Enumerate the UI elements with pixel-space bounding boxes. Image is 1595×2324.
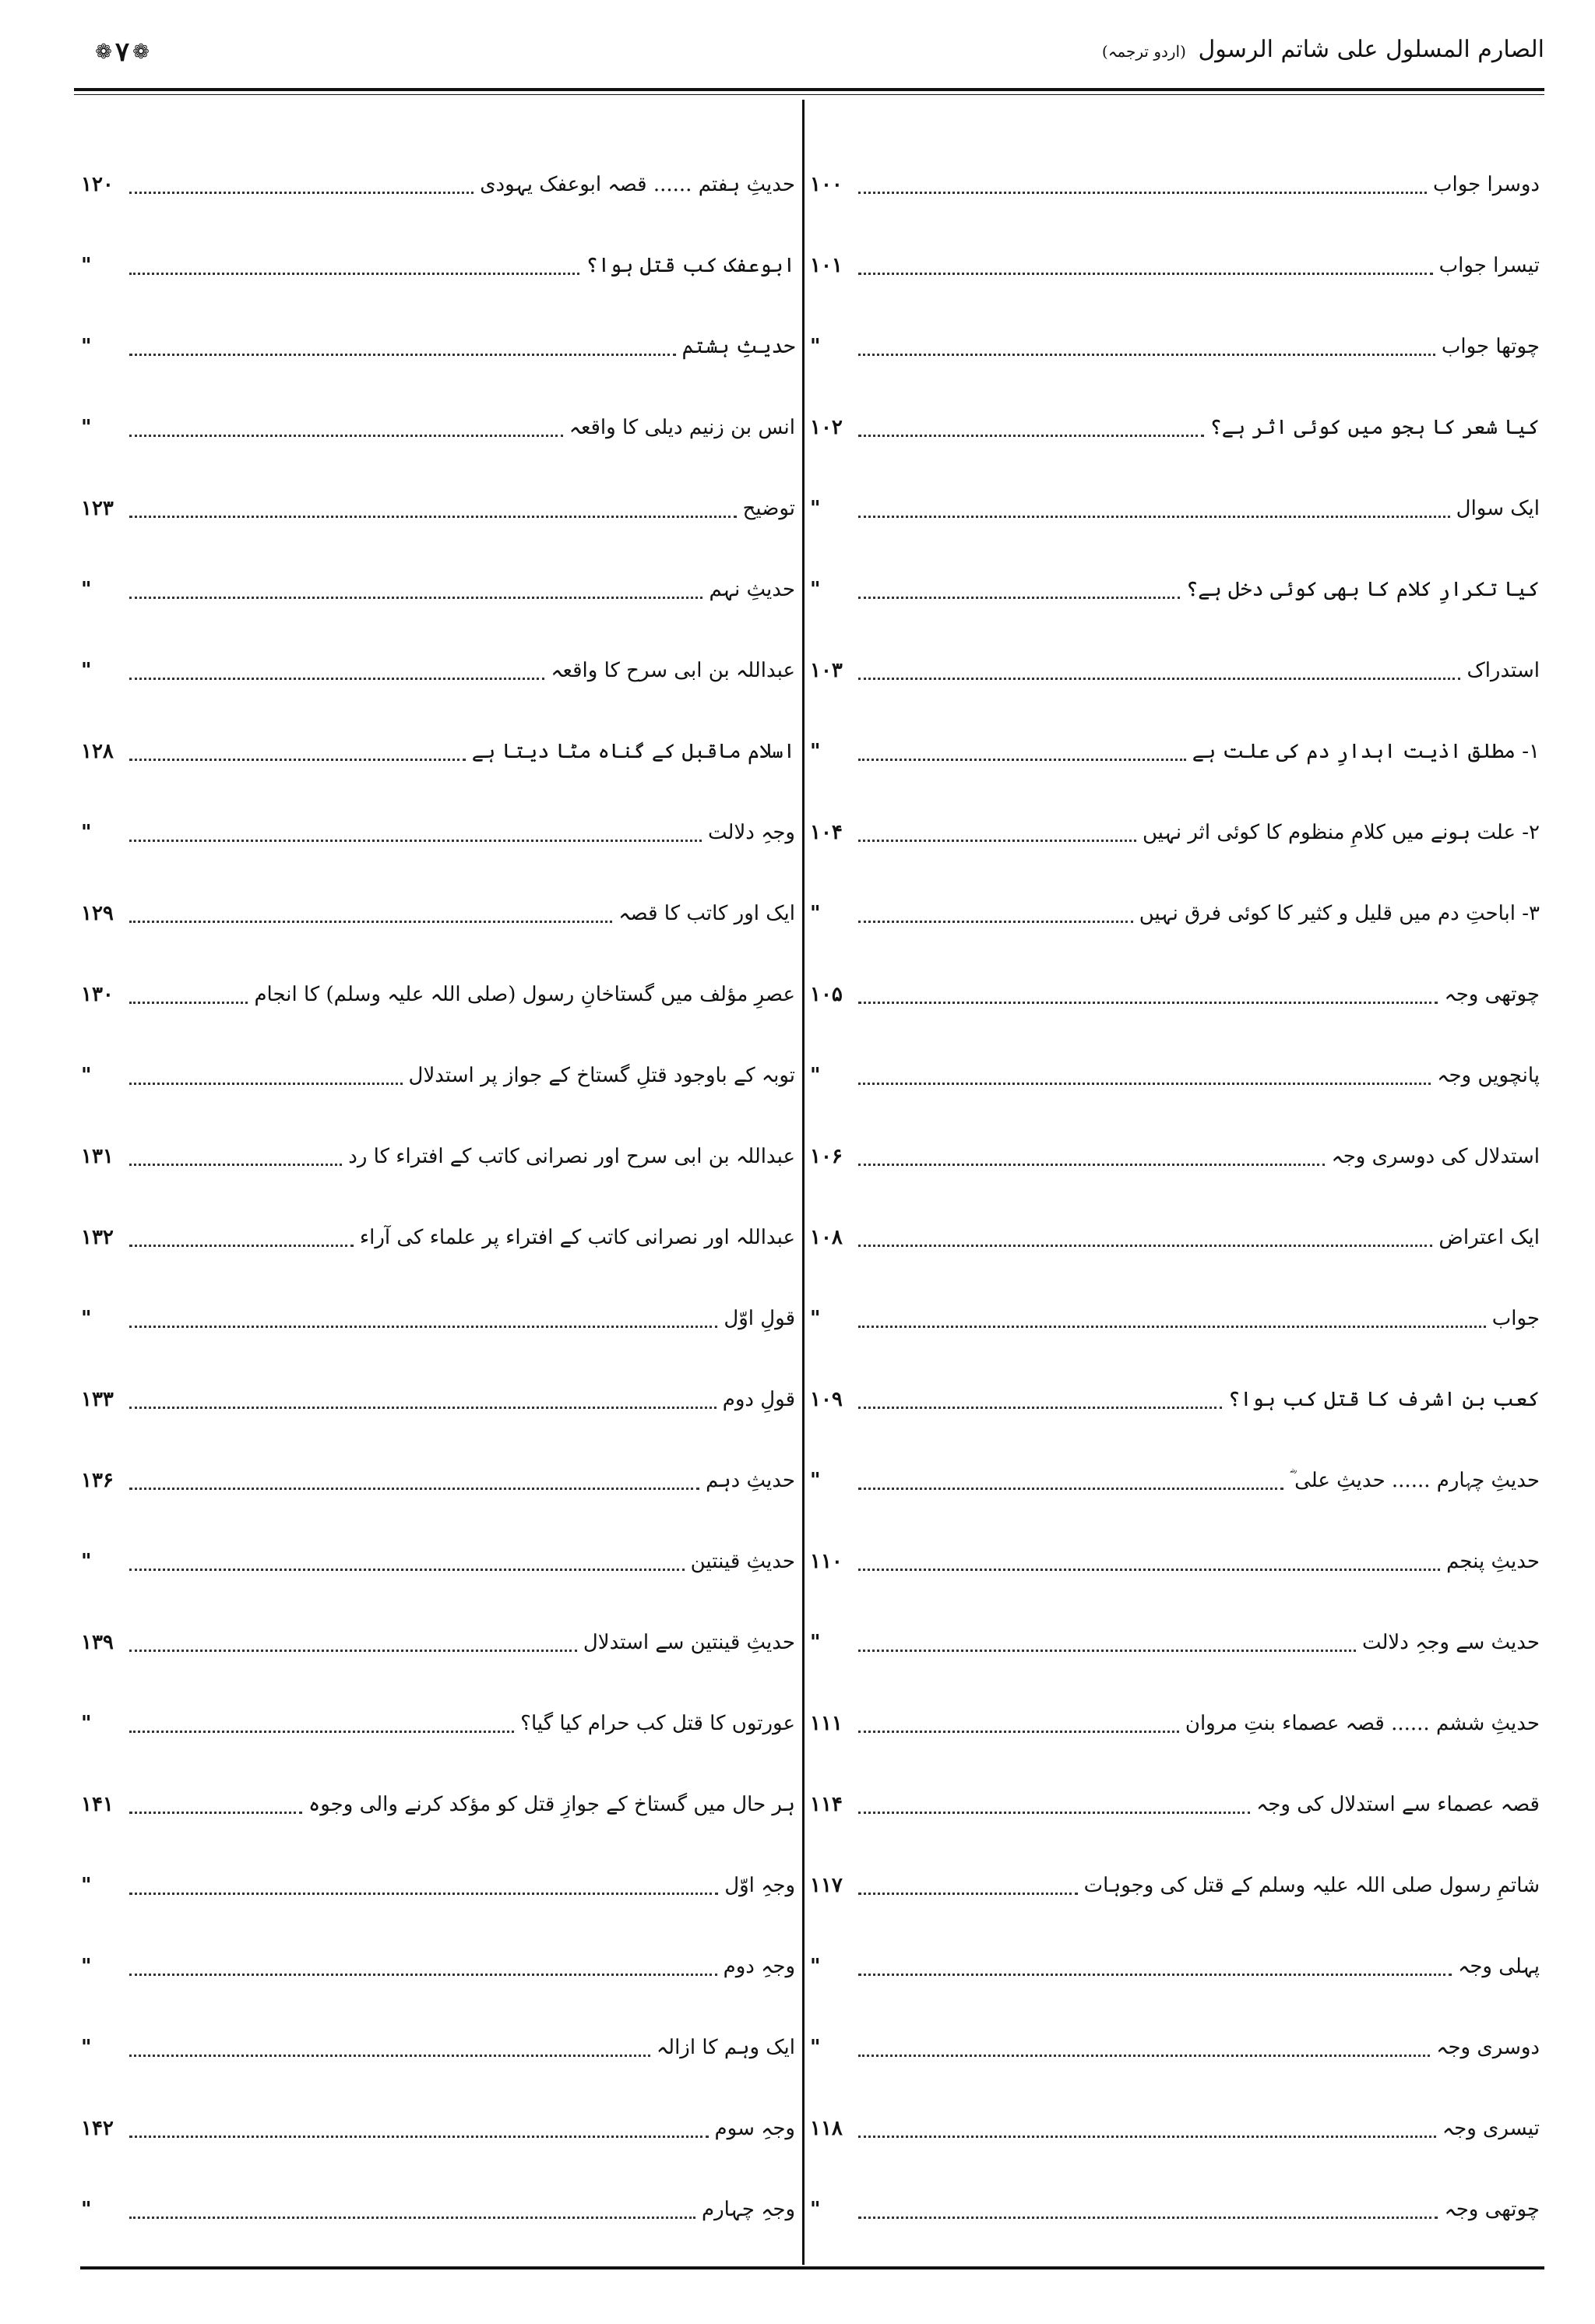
toc-entry <box>76 873 800 954</box>
toc-dot-leader <box>858 1245 1432 1247</box>
toc-entry-title: حدیثِ نہم <box>709 578 795 601</box>
toc-entry-title: پانچویں وجہ <box>1437 1064 1540 1087</box>
toc-dot-leader <box>858 1326 1486 1328</box>
toc-entry <box>76 1440 800 1521</box>
toc-dot-leader <box>858 354 1435 356</box>
toc-entry-title: عبداللہ اور نصرانی کاتب کے افتراء پر علماء کی آراء <box>359 1226 795 1249</box>
toc-entry <box>805 1197 1544 1278</box>
toc-entry-page: " <box>81 335 92 358</box>
toc-entry <box>805 1683 1544 1764</box>
toc-entry <box>805 630 1544 711</box>
toc-entry <box>76 1845 800 1926</box>
toc-entry <box>805 225 1544 306</box>
toc-entry <box>76 387 800 468</box>
toc-entry-page: ۱۱۰ <box>810 1550 843 1573</box>
toc-dot-leader <box>858 1893 1078 1895</box>
toc-dot-leader <box>129 2136 709 2138</box>
toc-dot-leader <box>129 840 702 842</box>
toc-entry-title: انس بن زنیم دیلی کا واقعہ <box>569 416 795 439</box>
toc-entry-title: قصہ عصماء سے استدلال کی وجہ <box>1256 1793 1540 1816</box>
ornament-left-icon: ❁ <box>95 40 112 64</box>
toc-entry-title: کیا شعر کا ہجو میں کوئی اثر ہے؟ <box>1209 416 1540 439</box>
toc-entry <box>76 549 800 630</box>
toc-entry-page: ۱۰۶ <box>810 1145 843 1168</box>
toc-entry-page: " <box>81 1874 92 1897</box>
toc-entry <box>805 1116 1544 1197</box>
toc-dot-leader <box>858 2217 1438 2219</box>
toc-entry-page: ۱۰۵ <box>810 983 843 1006</box>
toc-dot-leader <box>858 1002 1438 1004</box>
toc-dot-leader <box>129 2055 650 2057</box>
toc-entry <box>805 549 1544 630</box>
toc-entry-title: چوتھی وجہ <box>1444 2198 1540 2221</box>
toc-entry <box>76 2088 800 2169</box>
toc-entry-title: وجہِ دلالت <box>708 821 795 844</box>
toc-entry-title: وجہِ دوم <box>723 1955 795 1978</box>
toc-entry-title: ایک اور کاتب کا قصہ <box>618 902 795 925</box>
toc-entry-page: ۱۳۰ <box>81 983 114 1006</box>
toc-dot-leader <box>858 678 1460 680</box>
toc-entry <box>76 1359 800 1440</box>
toc-entry-title: تیسری وجہ <box>1442 2117 1540 2140</box>
toc-entry-title: کعب بن اشرف کا قتل کب ہوا؟ <box>1228 1388 1540 1411</box>
toc-entry-page: ۱۰۴ <box>810 821 843 844</box>
toc-left-column <box>76 144 800 2250</box>
toc-entry-title: تیسرا جواب <box>1438 254 1540 277</box>
toc-entry-title: ایک سوال <box>1456 497 1540 520</box>
toc-entry-page: ۱۱۴ <box>810 1793 843 1816</box>
toc-entry-page: ۱۴۱ <box>81 1793 114 1816</box>
toc-entry-page: " <box>81 416 92 439</box>
toc-dot-leader <box>129 1974 717 1976</box>
toc-entry <box>76 225 800 306</box>
toc-entry-page: ۱۰۸ <box>810 1226 843 1249</box>
toc-entry <box>805 1926 1544 2007</box>
toc-entry-page: " <box>810 335 821 358</box>
toc-entry-title: ۲- علت ہونے میں کلامِ منظوم کا کوئی اثر نہیں <box>1142 821 1540 844</box>
toc-entry-page: " <box>810 1955 821 1978</box>
header-rule <box>74 88 1544 91</box>
toc-dot-leader <box>858 1812 1250 1814</box>
toc-dot-leader <box>858 759 1186 761</box>
footer-rule <box>80 2266 1544 2269</box>
book-title <box>1102 34 1544 67</box>
toc-dot-leader <box>858 1488 1283 1490</box>
toc-entry-title: وجہِ چہارم <box>701 2198 795 2221</box>
page-number: ۷ <box>114 37 130 68</box>
toc-entry <box>76 792 800 873</box>
toc-entry-page: " <box>81 1064 92 1087</box>
toc-dot-leader <box>858 1569 1440 1571</box>
toc-dot-leader <box>129 1650 577 1652</box>
toc-entry-page: " <box>81 1955 92 1978</box>
toc-entry <box>76 1683 800 1764</box>
toc-entry-title: ابوعفک کب قتل ہوا؟ <box>586 254 795 277</box>
toc-entry-page: ۱۱۸ <box>810 2117 843 2140</box>
toc-dot-leader <box>129 1569 685 1571</box>
toc-entry <box>805 1845 1544 1926</box>
toc-entry <box>76 2007 800 2088</box>
toc-dot-leader <box>858 921 1133 923</box>
toc-entry-page: ۱۲۹ <box>81 902 114 925</box>
toc-entry-title: عورتوں کا قتل کب حرام کیا گیا؟ <box>520 1712 795 1735</box>
toc-dot-leader <box>858 1407 1222 1409</box>
toc-entry <box>76 954 800 1035</box>
toc-dot-leader <box>129 1164 342 1166</box>
toc-entry-title: دوسرا جواب <box>1433 173 1540 196</box>
toc-entry <box>76 1764 800 1845</box>
toc-entry-title: ایک وہم کا ازالہ <box>656 2036 795 2059</box>
toc-entry-title: ۱- مطلق اذیت اہدارِ دم کی علت ہے <box>1192 740 1540 763</box>
toc-dot-leader <box>129 1812 302 1814</box>
toc-entry-page: " <box>810 1469 821 1492</box>
toc-dot-leader <box>129 1326 717 1328</box>
toc-entry <box>76 1035 800 1116</box>
toc-entry-page: ۱۲۸ <box>81 740 114 763</box>
toc-dot-leader <box>129 1407 717 1409</box>
toc-dot-leader <box>858 1650 1356 1652</box>
toc-dot-leader <box>129 2217 695 2219</box>
toc-dot-leader <box>129 1083 403 1085</box>
toc-entry-page: ۱۰۰ <box>810 173 843 196</box>
toc-entry-title: قولِ دوم <box>722 1388 795 1411</box>
toc-entry <box>76 2169 800 2250</box>
toc-dot-leader <box>858 192 1427 194</box>
toc-entry-page: " <box>81 254 92 277</box>
toc-entry-title: حدیثِ قینتین <box>690 1550 795 1573</box>
toc-entry-page: ۱۳۶ <box>81 1469 114 1492</box>
toc-entry-page: " <box>810 2198 821 2221</box>
toc-entry-page: " <box>810 2036 821 2059</box>
toc-entry-title: عصرِ مؤلف میں گستاخانِ رسول (صلی اللہ علیہ وسلم) کا انجام <box>254 983 795 1006</box>
toc-entry-page: " <box>81 2198 92 2221</box>
book-subtitle: (اردو ترجمہ) <box>1101 42 1186 61</box>
toc-dot-leader <box>858 435 1204 437</box>
toc-entry-title: حدیثِ چہارم ...... حدیثِ علی ؓ <box>1289 1469 1540 1492</box>
toc-entry-page: " <box>810 1631 821 1654</box>
toc-entry <box>805 306 1544 387</box>
toc-entry <box>76 630 800 711</box>
toc-entry <box>76 1521 800 1602</box>
toc-entry <box>805 873 1544 954</box>
toc-entry <box>805 2088 1544 2169</box>
toc-dot-leader <box>129 354 676 356</box>
toc-entry-page: ۱۳۳ <box>81 1388 114 1411</box>
toc-entry-page: " <box>810 740 821 763</box>
toc-dot-leader <box>129 273 579 275</box>
toc-entry-page: " <box>810 1064 821 1087</box>
toc-entry <box>805 1521 1544 1602</box>
toc-entry <box>805 2169 1544 2250</box>
toc-entry-page: ۱۰۹ <box>810 1388 843 1411</box>
toc-entry-title: وجہِ اوّل <box>724 1874 795 1897</box>
toc-entry-page: " <box>810 497 821 520</box>
toc-entry-title: حدیثِ ہشتم <box>681 335 795 358</box>
toc-dot-leader <box>858 273 1433 275</box>
toc-dot-leader <box>858 1164 1325 1166</box>
toc-dot-leader <box>858 516 1450 518</box>
toc-entry-page: ۱۱۷ <box>810 1874 843 1897</box>
toc-entry-title: عبداللہ بن ابی سرح کا واقعہ <box>551 659 795 682</box>
toc-entry-page: " <box>810 902 821 925</box>
toc-entry-page: " <box>81 821 92 844</box>
toc-entry-title: حدیثِ پنجم <box>1446 1550 1540 1573</box>
toc-entry-page: ۱۳۱ <box>81 1145 114 1168</box>
toc-entry <box>805 387 1544 468</box>
column-divider <box>802 100 805 2265</box>
toc-dot-leader <box>129 1002 248 1004</box>
toc-entry <box>76 306 800 387</box>
toc-dot-leader <box>129 516 737 518</box>
toc-dot-leader <box>129 1245 354 1247</box>
toc-entry <box>805 1278 1544 1359</box>
toc-dot-leader <box>858 840 1136 842</box>
toc-entry-title: ایک اعتراض <box>1438 1226 1540 1249</box>
toc-entry-page: " <box>81 1712 92 1735</box>
toc-entry <box>805 1359 1544 1440</box>
toc-dot-leader <box>129 759 466 761</box>
toc-entry-title: حدیثِ دہم <box>706 1469 795 1492</box>
toc-entry-title: حدیثِ ہفتم ...... قصہ ابوعفک یہودی <box>480 173 795 196</box>
toc-entry-page: " <box>810 1307 821 1330</box>
toc-dot-leader <box>129 678 544 680</box>
toc-entry-page: " <box>81 1307 92 1330</box>
toc-dot-leader <box>858 1974 1452 1976</box>
toc-entry <box>76 468 800 549</box>
toc-entry <box>805 711 1544 792</box>
page-number-ornament <box>74 30 171 75</box>
toc-entry-page: ۱۳۲ <box>81 1226 114 1249</box>
toc-entry-page: ۱۰۳ <box>810 659 843 682</box>
book-title-text: الصارم المسلول علی شاتم الرسول <box>1198 36 1544 63</box>
toc-dot-leader <box>129 1893 718 1895</box>
toc-entry <box>805 1440 1544 1521</box>
toc-entry-title: ۳- اباحتِ دم میں قلیل و کثیر کا کوئی فرق نہیں <box>1139 902 1540 925</box>
toc-entry-page: " <box>81 659 92 682</box>
toc-dot-leader <box>129 597 702 599</box>
toc-entry-page: ۱۰۲ <box>810 416 843 439</box>
toc-dot-leader <box>129 435 563 437</box>
toc-entry-page: ۱۲۰ <box>81 173 114 196</box>
toc-entry-title: چوتھی وجہ <box>1444 983 1540 1006</box>
toc-entry-page: " <box>81 2036 92 2059</box>
toc-entry <box>76 711 800 792</box>
toc-entry <box>76 1197 800 1278</box>
toc-entry <box>805 1602 1544 1683</box>
toc-entry-title: شاتمِ رسول صلی اللہ علیہ وسلم کے قتل کی وجوہات <box>1083 1874 1540 1897</box>
toc-dot-leader <box>858 1731 1179 1733</box>
toc-entry-title: جواب <box>1491 1307 1540 1330</box>
toc-entry <box>76 144 800 225</box>
toc-entry-title: کیا تکرارِ کلام کا بھی کوئی دخل ہے؟ <box>1186 578 1540 601</box>
toc-dot-leader <box>858 597 1180 599</box>
toc-dot-leader <box>129 921 612 923</box>
toc-entry <box>805 954 1544 1035</box>
toc-dot-leader <box>858 2055 1430 2057</box>
toc-entry <box>805 1035 1544 1116</box>
toc-entry-title: اسلام ماقبل کے گناہ مٹا دیتا ہے <box>471 740 795 763</box>
toc-entry-title: توبہ کے باوجود قتلِ گستاخ کے جواز پر استدلال <box>408 1064 795 1087</box>
toc-entry-page: ۱۱۱ <box>810 1712 843 1735</box>
toc-dot-leader <box>858 1083 1431 1085</box>
toc-right-column <box>805 144 1544 2250</box>
ornament-right-icon: ❁ <box>132 40 150 64</box>
toc-entry-title: پہلی وجہ <box>1458 1955 1540 1978</box>
toc-entry-title: قولِ اوّل <box>724 1307 795 1330</box>
page-header <box>74 28 1544 83</box>
toc-dot-leader <box>129 1731 514 1733</box>
toc-entry <box>805 468 1544 549</box>
toc-entry-title: حدیثِ قینتین سے استدلال <box>583 1631 795 1654</box>
toc-entry-title: حدیثِ ششم ...... قصہ عصماء بنتِ مروان <box>1185 1712 1540 1735</box>
toc-entry <box>76 1926 800 2007</box>
toc-entry-title: حدیث سے وجہِ دلالت <box>1361 1631 1540 1654</box>
toc-entry <box>805 792 1544 873</box>
toc-entry-page: ۱۲۳ <box>81 497 114 520</box>
toc-entry-page: ۱۴۲ <box>81 2117 114 2140</box>
toc-entry <box>805 1764 1544 1845</box>
toc-entry-title: ہر حال میں گستاخ کے جوازِ قتل کو مؤکد کرنے والی وجوہ <box>308 1793 795 1816</box>
toc-entry <box>76 1116 800 1197</box>
toc-entry-page: " <box>810 578 821 601</box>
toc-entry-title: عبداللہ بن ابی سرح اور نصرانی کاتب کے افتراء کا رد <box>348 1145 795 1168</box>
toc-entry-page: ۱۳۹ <box>81 1631 114 1654</box>
toc-entry-title: توضیح <box>742 497 795 520</box>
toc-entry-page: ۱۰۱ <box>810 254 843 277</box>
toc-entry <box>76 1278 800 1359</box>
toc-dot-leader <box>129 1488 699 1490</box>
header-rule-thin <box>74 94 1544 95</box>
toc-entry <box>76 1602 800 1683</box>
toc-entry-title: دوسری وجہ <box>1436 2036 1540 2059</box>
toc-entry-title: وجہِ سوم <box>714 2117 795 2140</box>
toc-dot-leader <box>129 192 474 194</box>
toc-dot-leader <box>858 2136 1436 2138</box>
toc-entry-page: " <box>81 578 92 601</box>
toc-entry-page: " <box>81 1550 92 1573</box>
toc-entry <box>805 2007 1544 2088</box>
toc-entry-title: استدلال کی دوسری وجہ <box>1331 1145 1540 1168</box>
toc-entry <box>805 144 1544 225</box>
toc-entry-title: استدراک <box>1466 659 1540 682</box>
toc-entry-title: چوتھا جواب <box>1441 335 1540 358</box>
